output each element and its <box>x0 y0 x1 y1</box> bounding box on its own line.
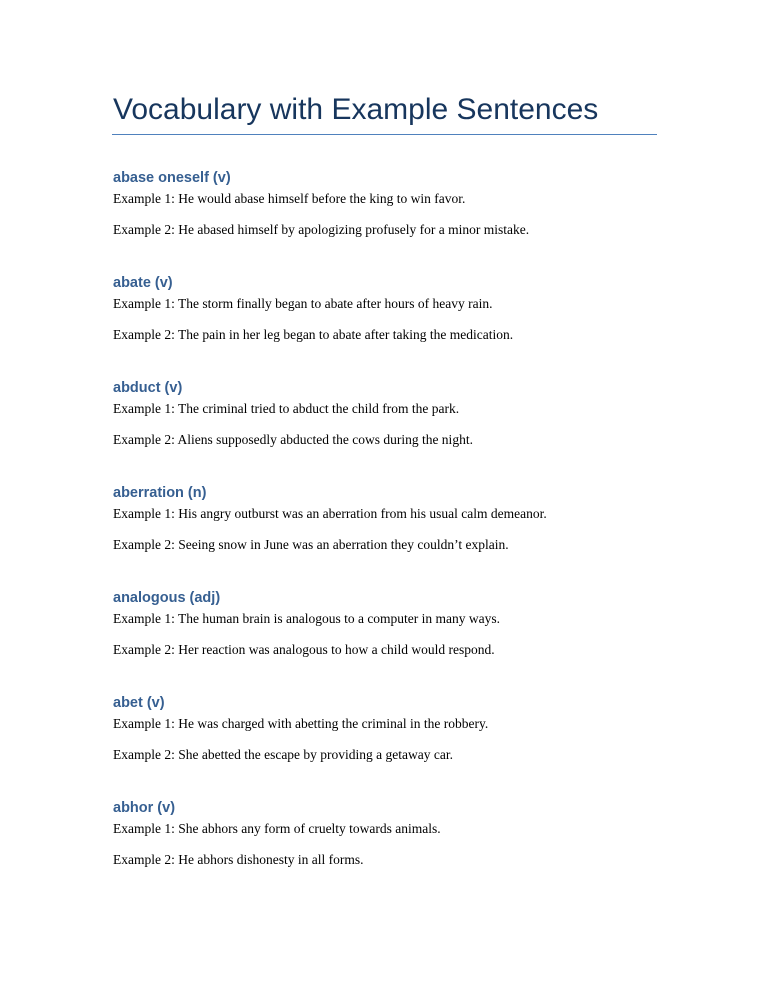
example-sentence: Example 2: He abhors dishonesty in all forms. <box>113 852 364 867</box>
vocabulary-entry <box>113 692 658 765</box>
example-sentence: Example 1: He would abase himself before the king to win favor. <box>113 191 466 206</box>
example-sentence: Example 1: The criminal tried to abduct the child from the park. <box>113 401 460 416</box>
example-sentence: Example 2: Her reaction was analogous to how a child would respond. <box>113 642 495 657</box>
example-sentence: Example 2: He abased himself by apologizing profusely for a minor mistake. <box>113 222 530 237</box>
example-sentence: Example 1: She abhors any form of cruelty towards animals. <box>113 821 441 836</box>
vocabulary-term: abhor (v) <box>113 800 176 816</box>
vocabulary-entry <box>113 272 658 345</box>
vocabulary-entry <box>113 167 658 240</box>
vocabulary-list <box>113 167 658 902</box>
vocabulary-term: aberration (n) <box>113 485 207 501</box>
vocabulary-term: analogous (adj) <box>113 590 221 606</box>
vocabulary-term: abase oneself (v) <box>113 170 231 186</box>
example-sentence: Example 1: He was charged with abetting the criminal in the robbery. <box>113 716 489 731</box>
document-title: Vocabulary with Example Sentences <box>113 93 599 126</box>
example-sentence: Example 1: The human brain is analogous to a computer in many ways. <box>113 611 501 626</box>
example-sentence: Example 2: Aliens supposedly abducted the cows during the night. <box>113 432 473 447</box>
example-sentence: Example 2: She abetted the escape by providing a getaway car. <box>113 747 453 762</box>
vocabulary-entry <box>113 587 658 660</box>
vocabulary-entry <box>113 482 658 555</box>
example-sentence: Example 2: Seeing snow in June was an aberration they couldn’t explain. <box>113 537 509 552</box>
vocabulary-term: abate (v) <box>113 275 173 291</box>
vocabulary-entry <box>113 797 658 870</box>
example-sentence: Example 2: The pain in her leg began to abate after taking the medication. <box>113 327 514 342</box>
example-sentence: Example 1: The storm finally began to abate after hours of heavy rain. <box>113 296 493 311</box>
vocabulary-term: abet (v) <box>113 695 165 711</box>
title-divider <box>112 134 657 135</box>
vocabulary-entry <box>113 377 658 450</box>
vocabulary-term: abduct (v) <box>113 380 183 396</box>
example-sentence: Example 1: His angry outburst was an aberration from his usual calm demeanor. <box>113 506 547 521</box>
